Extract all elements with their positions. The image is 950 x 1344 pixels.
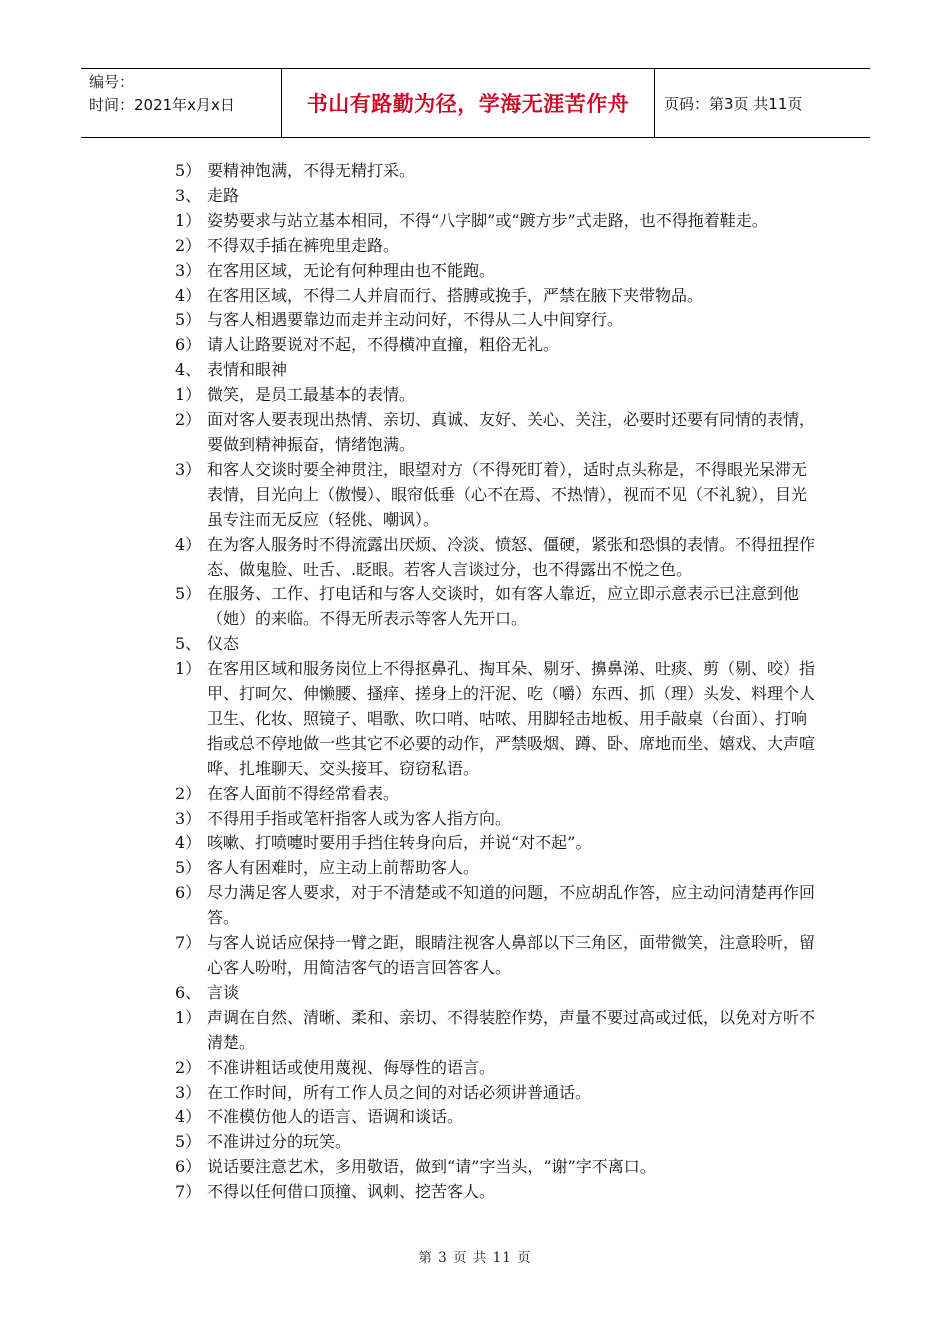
item-text: 声调在自然、清晰、柔和、亲切、不得装腔作势，声量不要过高或过低，以免对方听不清楚。: [207, 1007, 816, 1052]
item-number: 1）: [175, 659, 202, 679]
item-text: 请人让路要说对不起，不得横冲直撞，粗俗无礼。: [207, 335, 560, 355]
item-text: 尽力满足客人要求，对于不清楚或不知道的问题，不应胡乱作答，应主动问清楚再作回答。: [207, 883, 816, 928]
list-item: [175, 1180, 815, 1205]
item-number: 2）: [175, 235, 202, 255]
list-item: [175, 582, 815, 632]
list-item: [175, 1081, 815, 1106]
item-number: 4）: [175, 1107, 202, 1127]
page-header: [81, 68, 870, 138]
item-text: 在工作时间，所有工作人员之间的对话必须讲普通话。: [207, 1082, 592, 1102]
item-number: 1）: [175, 1007, 202, 1027]
list-item: [175, 533, 815, 583]
item-text: 不准模仿他人的语言、语调和谈话。: [207, 1107, 464, 1127]
item-text: 不准讲过分的玩笑。: [207, 1132, 352, 1152]
header-meta: [81, 69, 282, 137]
header-page-label: 页码：第3页 共11页: [664, 94, 803, 113]
item-number: 2）: [175, 1057, 202, 1077]
item-number: 3）: [175, 260, 202, 280]
list-item: [175, 881, 815, 931]
item-text: 说话要注意艺术，多用敬语，做到“请”字当头，“谢”字不离口。: [207, 1157, 656, 1177]
item-text: 和客人交谈时要全神贯注，眼望对方（不得死盯着），适时点头称是，不得眼光呆滞无表情，目光向上（傲慢）、眼帘低垂（心不在焉、不热情），视而不见（不礼貌），目光虽专注而无反应（轻佻、嘲讽）。: [207, 459, 808, 529]
item-text: 不准讲粗话或使用蔑视、侮辱性的语言。: [207, 1057, 496, 1077]
item-text: 咳嗽、打喷嚏时要用手挡住转身向后，并说“对不起”。: [207, 833, 592, 853]
item-text: 在服务、工作、打电话和与客人交谈时，如有客人靠近，应立即示意表示已注意到他（她）的来临。不得无所表示等客人先开口。: [207, 584, 800, 629]
item-number: 5、: [175, 634, 202, 654]
list-item: [175, 333, 815, 358]
item-text: 言谈: [207, 982, 240, 1002]
list-item: [175, 782, 815, 807]
list-item: [175, 159, 815, 184]
item-number: 2）: [175, 783, 202, 803]
item-number: 3）: [175, 459, 202, 479]
section-heading: [175, 184, 815, 209]
item-number: 5）: [175, 858, 202, 878]
item-text: 微笑，是员工最基本的表情。: [207, 385, 416, 405]
item-text: 在客用区域，不得二人并肩而行、搭膊或挽手，严禁在腋下夹带物品。: [207, 285, 704, 305]
document-date-label: 时间：2021年x月x日: [89, 96, 235, 114]
item-number: 6）: [175, 335, 202, 355]
item-text: 走路: [207, 185, 240, 205]
list-item: [175, 284, 815, 309]
list-item: [175, 209, 815, 234]
item-number: 4）: [175, 285, 202, 305]
item-text: 客人有困难时，应主动上前帮助客人。: [207, 858, 480, 878]
header-motto: 书山有路勤为径，学海无涯苦作舟: [282, 69, 655, 137]
document-number-label: 编号：: [89, 73, 135, 91]
item-number: 3）: [175, 808, 202, 828]
item-text: 不得双手插在裤兜里走路。: [207, 235, 400, 255]
item-text: 与客人说话应保持一臂之距，眼睛注视客人鼻部以下三角区，面带微笑，注意聆听，留心客人吩咐，用简洁客气的语言回答客人。: [207, 933, 816, 977]
item-number: 4、: [175, 360, 202, 380]
item-number: 4）: [175, 534, 202, 554]
section-heading: [175, 358, 815, 383]
item-number: 3、: [175, 185, 202, 205]
item-number: 7）: [175, 1182, 202, 1202]
item-text: 仪态: [207, 634, 240, 654]
item-number: 6、: [175, 982, 202, 1002]
list-item: [175, 931, 815, 981]
list-item: [175, 308, 815, 333]
item-text: 在客用区域和服务岗位上不得抠鼻孔、掏耳朵、剔牙、擤鼻涕、吐痰、剪（剔、咬）指甲、打呵欠、伸懒腰、搔痒、搓身上的汗泥、吃（嚼）东西、抓（理）头发、料理个人卫生、化妆、照镜子、唱歌、吹口哨、咕哝、用脚轻击地板、用手敲桌（台面）、打响指或总不停地做一些其它不必要的动作，严禁吸烟、蹲、卧、席地而坐、嬉戏、大声喧哗、扎堆聊天、交头接耳、窃窃私语。: [207, 659, 816, 778]
item-number: 5）: [175, 1132, 202, 1152]
list-item: [175, 856, 815, 881]
list-item: [175, 831, 815, 856]
list-item: [175, 657, 815, 782]
list-item: [175, 1155, 815, 1180]
item-number: 1）: [175, 210, 202, 230]
item-number: 6）: [175, 1157, 202, 1177]
item-text: 与客人相遇要靠边而走并主动问好，不得从二人中间穿行。: [207, 310, 624, 330]
item-number: 6）: [175, 883, 202, 903]
item-number: 5）: [175, 310, 202, 330]
list-item: [175, 807, 815, 832]
list-item: [175, 408, 815, 458]
item-number: 5）: [175, 584, 202, 604]
list-item: [175, 1105, 815, 1130]
item-number: 7）: [175, 933, 202, 953]
list-item: [175, 1056, 815, 1081]
list-item: [175, 1006, 815, 1056]
list-item: [175, 458, 815, 533]
list-item: [175, 259, 815, 284]
item-number: 1）: [175, 385, 202, 405]
item-text: 姿势要求与站立基本相同，不得“八字脚”或“踱方步”式走路，也不得拖着鞋走。: [207, 210, 768, 230]
item-number: 4）: [175, 833, 202, 853]
section-heading: [175, 632, 815, 657]
item-text: 不得以任何借口顶撞、讽刺、挖苦客人。: [207, 1182, 496, 1202]
page-footer: 第 3 页 共 11 页: [418, 1250, 532, 1266]
document-body: [175, 159, 815, 1205]
item-number: 2）: [175, 410, 202, 430]
item-number: 3）: [175, 1082, 202, 1102]
section-heading: [175, 981, 815, 1006]
item-text: 在客人面前不得经常看表。: [207, 783, 400, 803]
item-text: 在为客人服务时不得流露出厌烦、冷淡、愤怒、僵硬，紧张和恐惧的表情。不得扭捏作态、做鬼脸、吐舌、.眨眼。若客人言谈过分，也不得露出不悦之色。: [207, 534, 816, 579]
list-item: [175, 1130, 815, 1155]
item-text: 表情和眼神: [207, 360, 288, 380]
item-text: 要精神饱满，不得无精打采。: [207, 161, 416, 180]
item-text: 在客用区域，无论有何种理由也不能跑。: [207, 260, 496, 280]
item-text: 不得用手指或笔杆指客人或为客人指方向。: [207, 808, 512, 828]
list-item: [175, 234, 815, 259]
list-item: [175, 383, 815, 408]
item-text: 面对客人要表现出热情、亲切、真诚、友好、关心、关注，必要时还要有同情的表情，要做到精神振奋，情绪饱满。: [207, 410, 816, 454]
item-number: 5）: [175, 161, 202, 180]
